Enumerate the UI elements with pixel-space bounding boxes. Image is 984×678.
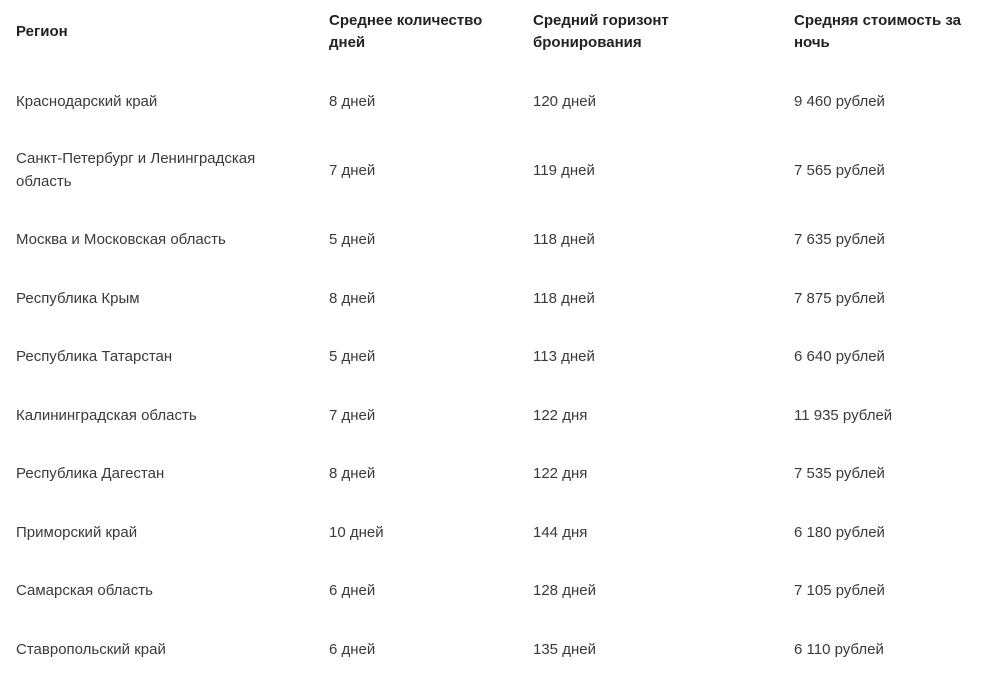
cell-booking-horizon: 118 дней	[533, 289, 595, 307]
cell-avg-price: 6 640 рублей	[794, 347, 885, 365]
cell-booking-horizon: 122 дня	[533, 406, 588, 424]
cell-region: Республика Дагестан	[16, 464, 165, 482]
cell-avg-price: 6 180 рублей	[794, 523, 885, 541]
header-avg-days: Среднее количество дней	[329, 12, 483, 51]
header-avg-price-per-night: Средняя стоимость за ночь	[794, 12, 962, 51]
cell-booking-horizon: 128 дней	[533, 581, 596, 599]
cell-avg-price: 7 105 рублей	[794, 581, 885, 599]
cell-avg-price: 6 110 рублей	[794, 640, 884, 658]
table-row	[0, 620, 984, 678]
cell-avg-days: 5 дней	[329, 230, 376, 248]
table-row	[0, 327, 984, 385]
cell-region: Ставропольский край	[16, 640, 166, 658]
cell-avg-price: 9 460 рублей	[794, 92, 885, 110]
cell-region: Республика Крым	[16, 289, 140, 307]
table-row	[0, 210, 984, 268]
cell-avg-days: 10 дней	[329, 523, 384, 541]
cell-avg-days: 7 дней	[329, 161, 376, 179]
cell-avg-days: 6 дней	[329, 581, 376, 599]
cell-avg-days: 8 дней	[329, 92, 376, 110]
cell-avg-days: 8 дней	[329, 464, 376, 482]
cell-avg-price: 7 875 рублей	[794, 289, 885, 307]
table-row	[0, 141, 984, 199]
cell-booking-horizon: 135 дней	[533, 640, 596, 658]
table-row	[0, 561, 984, 619]
cell-avg-price: 7 565 рублей	[794, 161, 885, 179]
cell-booking-horizon: 113 дней	[533, 347, 595, 365]
cell-region: Самарская область	[16, 581, 153, 599]
cell-booking-horizon: 120 дней	[533, 92, 596, 110]
cell-avg-days: 6 дней	[329, 640, 376, 658]
cell-avg-price: 11 935 рублей	[794, 406, 893, 424]
cell-region: Приморский край	[16, 523, 138, 541]
cell-region: Краснодарский край	[16, 92, 158, 110]
table-row	[0, 503, 984, 561]
cell-avg-days: 8 дней	[329, 289, 376, 307]
cell-region: Калининградская область	[16, 406, 197, 424]
table-row	[0, 444, 984, 502]
cell-avg-price: 7 535 рублей	[794, 464, 885, 482]
cell-region: Санкт-Петербург и Ленинградская область	[16, 150, 256, 190]
cell-booking-horizon: 119 дней	[533, 161, 595, 179]
cell-region: Москва и Московская область	[16, 230, 226, 248]
cell-booking-horizon: 144 дня	[533, 523, 588, 541]
table-row	[0, 386, 984, 444]
cell-avg-days: 5 дней	[329, 347, 376, 365]
cell-avg-price: 7 635 рублей	[794, 230, 885, 248]
table-header-row	[0, 0, 984, 64]
header-booking-horizon: Средний горизонт бронирования	[533, 12, 669, 51]
table-row	[0, 269, 984, 327]
cell-avg-days: 7 дней	[329, 406, 376, 424]
cell-region: Республика Татарстан	[16, 347, 173, 365]
table-row	[0, 72, 984, 130]
cell-booking-horizon: 118 дней	[533, 230, 595, 248]
header-region: Регион	[16, 23, 68, 40]
cell-booking-horizon: 122 дня	[533, 464, 588, 482]
